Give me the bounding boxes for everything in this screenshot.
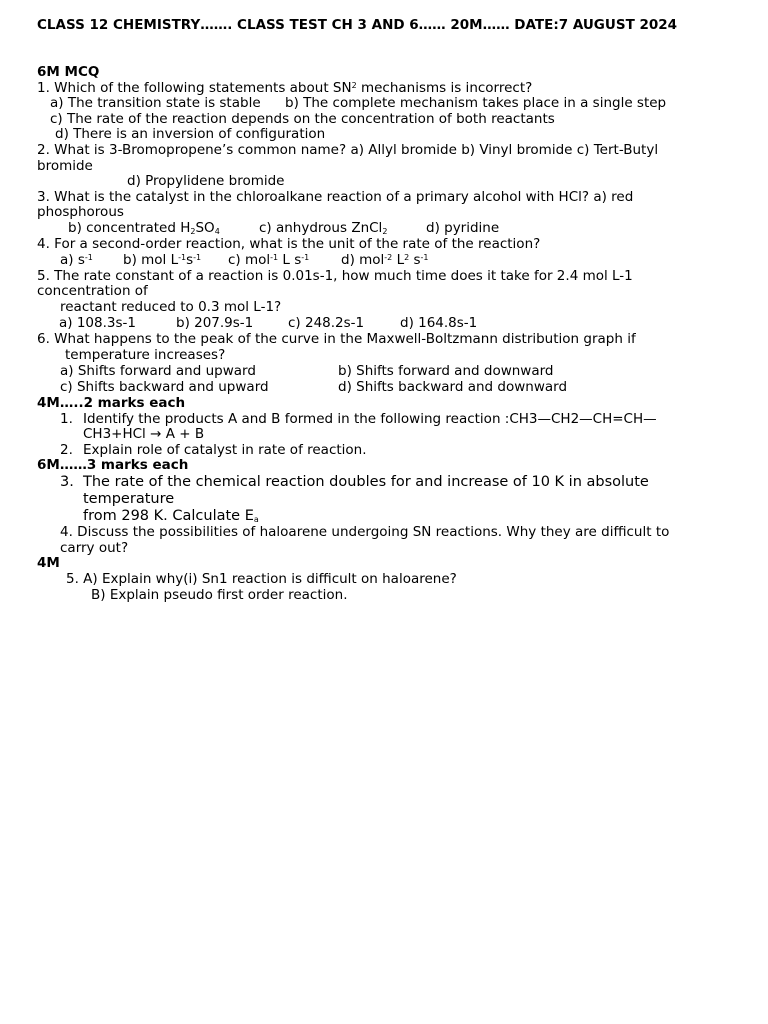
question-6-option-c: c) Shifts backward and upward [60, 379, 269, 395]
question-5-option-d: d) 164.8s-1 [400, 315, 478, 331]
four-mark-question-5-part-b: B) Explain pseudo first order reaction. [91, 587, 348, 603]
question-5-option-a: a) 108.3s-1 [59, 315, 136, 331]
two-mark-question-2-line-1: Explain role of catalyst in rate of reaction. [83, 442, 367, 458]
section-heading-2-marks: 4M…..2 marks each [37, 395, 186, 411]
question-6-line-1: 6. What happens to the peak of the curve in the Maxwell-Boltzmann distribution graph if [37, 331, 636, 347]
two-mark-question-1-number: 1. [60, 411, 73, 427]
question-4-option-b: b) mol $L^{-1}s^{-1}$ [123, 252, 202, 268]
question-2-line-1: 2. What is 3-Bromopropene’s common name? a) Allyl bromide b) Vinyl bromide c) Tert-Butyl [37, 142, 659, 158]
four-mark-question-5-part-a: 5. A) Explain why(i) Sn1 reaction is difficult on haloarene? [66, 571, 457, 587]
question-2-line-2: bromide [37, 158, 93, 174]
question-4-stem: 4. For a second-order reaction, what is the unit of the rate of the reaction? [37, 236, 541, 252]
question-6-line-2: temperature increases? [65, 347, 226, 363]
three-mark-question-3-number: 3. [60, 474, 74, 490]
section-heading-3-marks: 6M……3 marks each [37, 457, 189, 473]
three-mark-question-4-line-1: 4. Discuss the possibilities of haloarene undergoing SN reactions. Why they are difficult to [60, 524, 670, 540]
question-2-option-d: d) Propylidene bromide [127, 173, 285, 189]
question-1-option-d: d) There is an inversion of configuration [55, 126, 326, 142]
question-6-option-b: b) Shifts forward and downward [338, 363, 554, 379]
question-5-line-2: concentration of [37, 283, 148, 299]
three-mark-question-3-line-2: temperature [83, 491, 175, 507]
three-mark-question-4-line-2: carry out? [60, 540, 129, 556]
two-mark-question-2-number: 2. [60, 442, 73, 458]
question-6-option-a: a) Shifts forward and upward [60, 363, 256, 379]
section-heading-4-marks: 4M [37, 555, 60, 571]
question-4-option-c: c) mol$^{-1}$ L $s^{-1}$ [228, 252, 310, 268]
question-4-option-a: a) $s^{-1}$ [60, 252, 93, 268]
three-mark-question-3-line-1: The rate of the chemical reaction doubles for and increase of 10 K in absolute [83, 474, 649, 490]
question-5-line-3: reactant reduced to 0.3 mol L-1? [60, 299, 282, 315]
question-1-stem: 1. Which of the following statements about $SN^2$ mechanisms is incorrect? [37, 80, 533, 96]
question-5-option-c: c) 248.2s-1 [288, 315, 365, 331]
two-mark-question-1-line-1: Identify the products A and B formed in the following reaction :CH3—CH2—CH=CH— [83, 411, 657, 427]
section-heading-mcq: 6M MCQ [37, 64, 100, 80]
question-3-option-d: d) pyridine [426, 220, 500, 236]
question-5-option-b: b) 207.9s-1 [176, 315, 254, 331]
question-4-option-d: d) mol$^{-2}$ $L^2$ $s^{-1}$ [341, 252, 429, 268]
question-3-option-c: c) anhydrous ZnCl$_2$ [259, 220, 388, 236]
question-3-line-1: 3. What is the catalyst in the chloroalkane reaction of a primary alcohol with HCl? a) red [37, 189, 634, 205]
question-1-option-a: a) The transition state is stable [50, 95, 261, 111]
question-1-option-b: b) The complete mechanism takes place in a single step [285, 95, 667, 111]
question-1-option-c: c) The rate of the reaction depends on the concentration of both reactants [50, 111, 555, 127]
three-mark-question-3-line-3: from 298 K. Calculate $E_a$ [83, 508, 259, 524]
question-3-option-b: b) concentrated $H_2SO_4$ [68, 220, 220, 236]
question-5-line-1: 5. The rate constant of a reaction is 0.01s-1, how much time does it take for 2.4 mol L-1 [37, 268, 633, 284]
two-mark-question-1-line-2: CH3+HCl → A + B [83, 426, 205, 442]
question-3-line-2: phosphorous [37, 204, 124, 220]
question-6-option-d: d) Shifts backward and downward [338, 379, 568, 395]
document-title: CLASS 12 CHEMISTRY……. CLASS TEST CH 3 AND 6…… 20M…… DATE:7 AUGUST 2024 [37, 17, 678, 33]
